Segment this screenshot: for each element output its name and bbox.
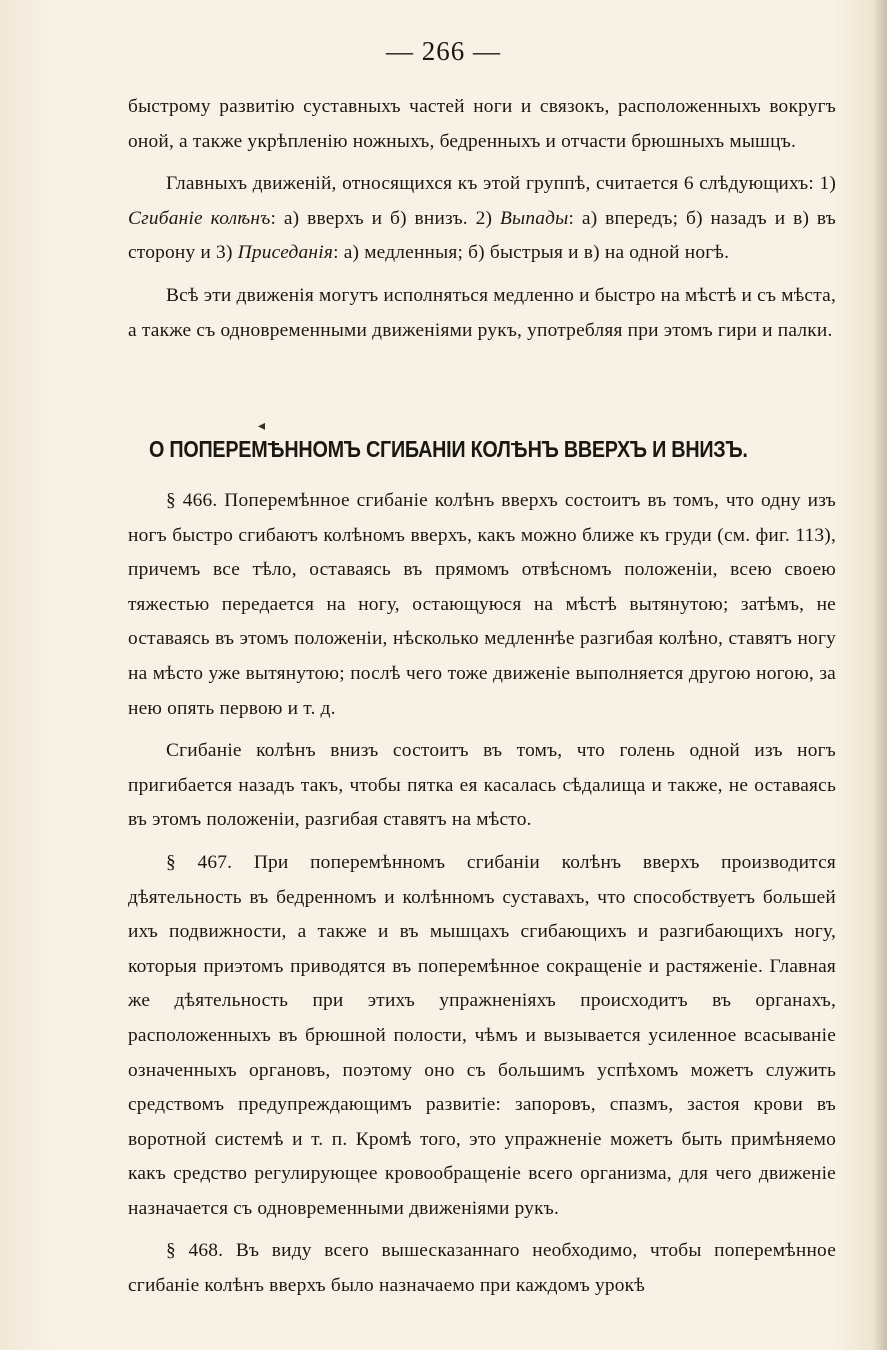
paragraph-468: § 468. Въ виду всего вышесказаннаго необходимо, чтобы поперемѣнное сгибаніе колѣнъ вверхъ было назначаемо при каждомъ урокѣ bbox=[128, 1240, 836, 1297]
section-text bbox=[128, 484, 836, 1312]
section-heading: О ПОПЕРЕМѢННОМЪ СГИБАНІИ КОЛѢНЪ ВВЕРХЪ И ВНИЗЪ. bbox=[149, 436, 748, 462]
paragraph-467: § 467. При поперемѣнномъ сгибаніи колѣнъ вверхъ производится дѣятельность въ бедренномъ и колѣнномъ суставахъ, что способствуетъ большей ихъ подвижности, а также и въ мышцахъ сгибающихъ и разгибающихъ ногу, которыя приэтомъ приводятся въ поперемѣнное сокращеніе и растяженіе. Главная же дѣятельность при этихъ упражненіяхъ происходитъ въ органахъ, расположенныхъ въ брюшной полости, чѣмъ и вызывается усиленное всасываніе означенныхъ органовъ, поэтому оно съ большимъ успѣхомъ можетъ служить средствомъ предупреждающимъ развитіе: запоровъ, спазмъ, застоя крови въ воротной системѣ и т. п. Кромѣ того, это упражненіе можетъ быть примѣняемо какъ средство регулирующее кровообращеніе всего организма, для чего движеніе назначается съ одновременными движеніями рукъ. bbox=[128, 851, 836, 1219]
movements-suffix: : а) медленныя; б) быстрыя и в) на одной ногѣ. bbox=[333, 242, 730, 264]
movements-paragraph bbox=[128, 167, 836, 271]
ink-speck: ◂ bbox=[258, 419, 266, 434]
page-edge-shadow bbox=[873, 0, 887, 1350]
movements-mid-1: : а) вверхъ и б) внизъ. 2) bbox=[270, 207, 500, 229]
movements-mid-2: : а) впередъ; б) назадъ и в) въ сторону и 3) bbox=[128, 207, 836, 264]
execution-paragraph: Всѣ эти движенія могутъ исполняться медленно и быстро на мѣстѣ и съ мѣста, а также съ одновременными движеніями рукъ, употребляя при этомъ гири и палки. bbox=[128, 284, 836, 341]
paragraph-466: § 466. Поперемѣнное сгибаніе колѣнъ вверхъ состоитъ въ томъ, что одну изъ ногъ быстро сгибаютъ колѣномъ вверхъ, какъ можно ближе къ груди (см. фиг. 113), причемъ все тѣло, оставаясь въ прямомъ отвѣсномъ положеніи, всею своею тяжестью передается на ногу, остающуюся на мѣстѣ вытянутою; затѣмъ, не оставаясь въ этомъ положеніи, нѣсколько медленнѣе разгибая колѣно, ставятъ ногу на мѣсто уже вытянутою; послѣ чего тоже движеніе выполняется другою ногою, за нею опять первою и т. д. bbox=[128, 490, 836, 719]
paragraph-466-knees-down: Сгибаніе колѣнъ внизъ состоитъ въ томъ, что голень одной изъ ногъ пригибается назадъ такъ, чтобы пятка ея касалась сѣдалища и также, не оставаясь въ этомъ положеніи, разгибая ставятъ на мѣсто. bbox=[128, 740, 836, 831]
page-number: — 266 — bbox=[386, 36, 501, 66]
continuation-paragraph: быстрому развитію суставныхъ частей ноги и связокъ, расположенныхъ вокругъ оной, а также укрѣпленію ножныхъ, бедренныхъ и отчасти брюшныхъ мышцъ. bbox=[128, 96, 836, 152]
intro-text bbox=[128, 90, 836, 356]
term-knee-bending: Сгибаніе колѣнъ bbox=[128, 207, 271, 229]
term-squats: Приседанія bbox=[237, 242, 334, 264]
term-lunges: Выпады bbox=[500, 207, 569, 229]
movements-prefix: Главныхъ движеній, относящихся къ этой группѣ, считается 6 слѣдующихъ: 1) bbox=[166, 173, 836, 195]
